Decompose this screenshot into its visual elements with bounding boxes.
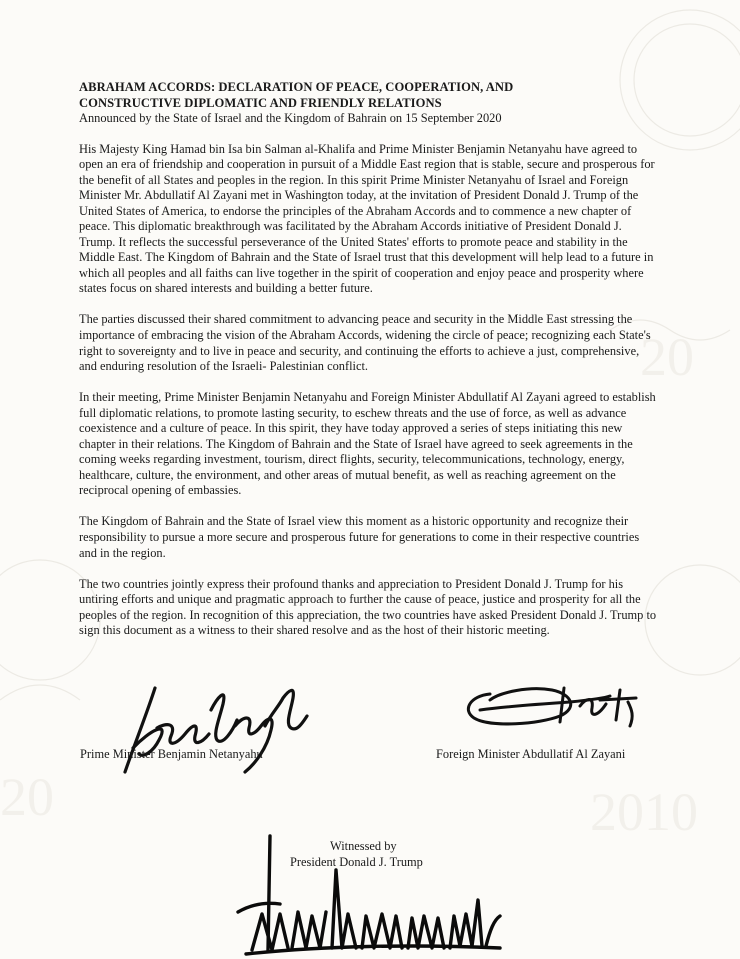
witness-line-1: Witnessed by [330, 839, 397, 853]
svg-text:20: 20 [0, 767, 54, 827]
svg-text:20: 20 [640, 327, 694, 387]
title-line-1: ABRAHAM ACCORDS: DECLARATION OF PEACE, COOPERATION, AND [79, 80, 514, 94]
paragraph-3: In their meeting, Prime Minister Benjamin Netanyahu and Foreign Minister Abdullatif Al Zayani agreed to establish full diplomatic relations, to promote lasting security, to eschew threats and the use of force, as well as advance coexistence and a culture of peace. In this spirit, they have today approved a series of steps initiating this new chapter in their relations. The Kingdom of Bahrain and the State of Israel have agreed to seek agreements in the coming weeks regarding investment, tourism, direct flights, security, telecommunications, technology, energy, healthcare, culture, the environment, and other areas of mutual benefit, as well as reaching agreement on the reciprocal opening of embassies. [79, 390, 656, 498]
paragraph-5: The two countries jointly express their profound thanks and appreciation to President Donald J. Trump for his untiring efforts and unique and pragmatic approach to further the cause of peace, justice and prosperity for all the peoples of the region. In recognition of this appreciation, the two countries have asked President Donald J. Trump to sign this document as a witness to their shared resolve and as the host of their historic meeting. [79, 576, 657, 638]
witness-line-2: President Donald J. Trump [290, 855, 423, 869]
left-signatory-label: Prime Minister Benjamin Netanyahu [80, 747, 263, 761]
right-signatory-label: Foreign Minister Abdullatif Al Zayani [436, 747, 626, 761]
title-line-2: CONSTRUCTIVE DIPLOMATIC AND FRIENDLY RELATIONS [79, 95, 442, 110]
paragraph-2: The parties discussed their shared commitment to advancing peace and security in the Middle East stressing the importance of embracing the vision of the Abraham Accords, widening the circle of peace; recognizing each State's right to sovereignty and to live in peace and security, and continuing the efforts to achieve a just, comprehensive, and enduring resolution of the Israeli- Palestinian conflict. [79, 312, 651, 374]
declaration-body [79, 80, 659, 654]
document-subtitle: Announced by the State of Israel and the Kingdom of Bahrain on 15 September 2020 [79, 111, 502, 125]
paragraph-1: His Majesty King Hamad bin Isa bin Salman al-Khalifa and Prime Minister Benjamin Netanyahu have agreed to open an era of friendship and cooperation in pursuit of a Middle East region that is stable, secure and prosperous for the benefit of all States and peoples in the region. In this spirit Prime Minister Netanyahu of Israel and Foreign Minister Mr. Abdullatif Al Zayani met in Washington today, at the invitation of President Donald J. Trump of the United States of America, to endorse the principles of the Abraham Accords and to commence a new chapter of peace. This diplomatic breakthrough was facilitated by the Abraham Accords initiative of President Donald J. Trump. It reflects the successful perseverance of the United States' efforts to promote peace and stability in the Middle East. The Kingdom of Bahrain and the State of Israel trust that this development will help lead to a future in which all peoples and all faiths can live together in the spirit of cooperation and enjoy peace and prosperity where states focus on shared interests and building a better future. [79, 141, 655, 296]
document-title [79, 80, 659, 111]
trump-signature [232, 830, 507, 958]
paragraph-4: The Kingdom of Bahrain and the State of Israel view this moment as a historic opportunity and recognize their responsibility to pursue a more secure and prosperous future for generations to come in their respective countries and in the region. [79, 514, 640, 560]
alzayani-signature [460, 676, 645, 736]
svg-text:2010: 2010 [590, 782, 698, 842]
